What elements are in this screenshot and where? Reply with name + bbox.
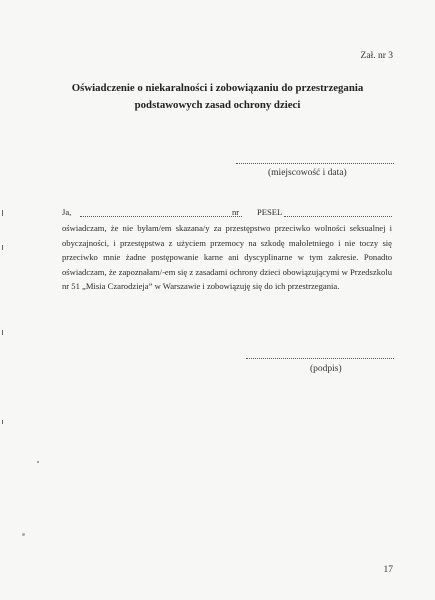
signature-field[interactable] [246, 358, 394, 359]
page-number: 17 [383, 565, 393, 575]
pesel-label: PESEL [257, 207, 283, 217]
scan-margin-mark [2, 210, 3, 216]
nr-label: nr [232, 207, 240, 217]
scan-margin-mark [2, 245, 3, 250]
place-date-field[interactable] [236, 163, 394, 164]
attachment-label: Zał. nr 3 [360, 51, 393, 61]
scan-margin-mark [2, 330, 3, 335]
declaration-body: oświadczam, że nie byłam/em skazana/y za przestępstwo przeciwko wolności seksualnej i obyczajności, i przestępstwa z użyciem przemocy na szkodę małoletniego i nie toczy się przeciwko mnie żadne postępowanie karne ani dyscyplinarne w tym zakresie. Ponadto oświadczam, że zapoznałam/-em się z zasadami ochrony dzieci obowiązującymi w Przedszkolu nr 51 „Misia Czarodzieja” w Warszawie i zobowiązuję się do ich przestrzegania. [62, 223, 392, 292]
signature-caption: (podpis) [310, 364, 342, 374]
title-line-1: Oświadczenie o niekaralności i zobowiązaniu do przestrzegania [71, 82, 364, 94]
name-field[interactable] [80, 216, 242, 217]
scan-margin-mark [2, 420, 3, 424]
place-date-caption: (miejscowość i data) [268, 168, 347, 178]
pesel-field[interactable] [284, 216, 392, 217]
declaration-prefix: Ja, [62, 207, 72, 217]
document-title [40, 80, 395, 114]
scan-speck [37, 461, 39, 463]
declaration-first-line [62, 207, 392, 219]
title-line-2: podstawowych zasad ochrony dzieci [134, 99, 301, 111]
scan-speck [22, 533, 25, 536]
